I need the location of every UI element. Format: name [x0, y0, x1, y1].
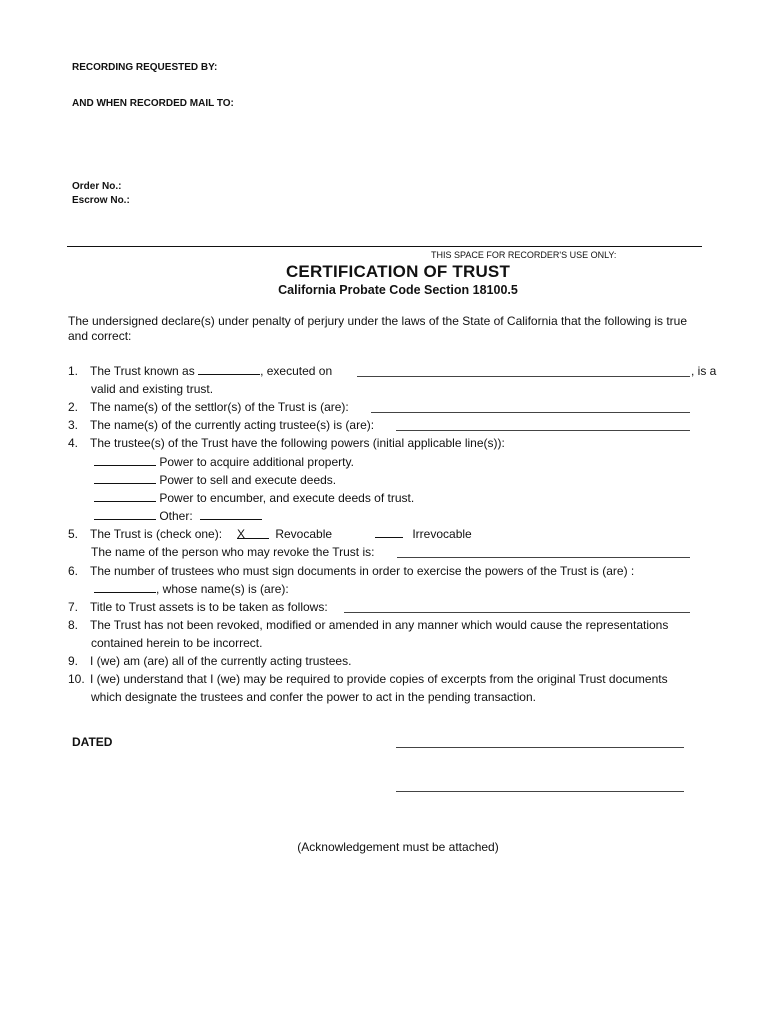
item-9-text: I (we) am (are) all of the currently acting trustees. — [90, 654, 352, 668]
item-1-text-c: , is a — [691, 364, 717, 378]
power-sell-row — [94, 471, 336, 489]
item-number: 3. — [68, 418, 79, 432]
power-other-row — [94, 507, 262, 525]
item-9 — [68, 652, 351, 670]
item-1-text-a: The Trust known as — [90, 364, 195, 378]
recorder-space-label: THIS SPACE FOR RECORDER'S USE ONLY: — [431, 250, 617, 260]
trust-name-field[interactable] — [198, 362, 260, 375]
executed-on-field[interactable] — [357, 376, 690, 377]
irrevocable-check-line — [375, 525, 403, 538]
intro-line-2: and correct: — [68, 329, 132, 343]
acknowledgement-note: (Acknowledgement must be attached) — [297, 840, 499, 854]
irrevocable-label: Irrevocable — [412, 527, 472, 541]
order-no-label: Order No.: — [72, 181, 122, 192]
power-other-field[interactable] — [200, 507, 262, 520]
revoker-label: The name of the person who may revoke the Trust is: — [91, 545, 375, 559]
item-4 — [68, 434, 505, 452]
power-other-label: Other: — [159, 509, 193, 523]
power-encumber-row — [94, 489, 414, 507]
item-5 — [68, 525, 222, 543]
signature-line[interactable] — [396, 791, 684, 792]
item-10 — [68, 670, 668, 688]
item-3 — [68, 416, 374, 434]
item-4-text: The trustee(s) of the Trust have the following powers (initial applicable line(s)): — [90, 436, 505, 450]
item-8-line-2: contained herein to be incorrect. — [91, 636, 263, 650]
recorder-divider — [67, 246, 702, 247]
item-10-line-2: which designate the trustees and confer the power to act in the pending transaction. — [91, 690, 536, 704]
item-6-text: The number of trustees who must sign documents in order to exercise the powers of the Trust is (are) : — [90, 564, 635, 578]
item-1-text-d: valid and existing trust. — [91, 382, 214, 396]
dated-label: DATED — [72, 735, 113, 749]
item-2-text: The name(s) of the settlor(s) of the Trust is (are): — [90, 400, 349, 414]
mail-to-label: AND WHEN RECORDED MAIL TO: — [72, 98, 234, 109]
date-signature-line[interactable] — [396, 747, 684, 748]
item-3-text: The name(s) of the currently acting trustee(s) is (are): — [90, 418, 375, 432]
item-6 — [68, 562, 634, 580]
power-sell-label: Power to sell and execute deeds. — [159, 473, 337, 487]
document-subtitle: California Probate Code Section 18100.5 — [278, 283, 518, 297]
item-number: 6. — [68, 564, 79, 578]
document-title: CERTIFICATION OF TRUST — [285, 262, 511, 281]
item-7-text: Title to Trust assets is to be taken as follows: — [90, 600, 328, 614]
revocable-label: Revocable — [275, 527, 333, 541]
escrow-no-label: Escrow No.: — [72, 195, 130, 206]
title-assets-field[interactable] — [344, 612, 690, 613]
settlor-name-field[interactable] — [371, 412, 690, 413]
intro-line-1: The undersigned declare(s) under penalty of perjury under the laws of the State of California that the following is true — [68, 314, 688, 328]
power-encumber-label: Power to encumber, and execute deeds of trust. — [159, 491, 415, 505]
check-mark: X — [237, 527, 246, 541]
item-number: 5. — [68, 527, 79, 541]
item-10-line-1: I (we) understand that I (we) may be required to provide copies of excerpts from the original Trust documents — [90, 672, 668, 686]
item-1-text-b: , executed on — [260, 364, 333, 378]
item-number: 1. — [68, 364, 79, 378]
trustee-count-field[interactable] — [94, 580, 156, 593]
power-encumber-initial-field[interactable] — [94, 489, 156, 502]
power-sell-initial-field[interactable] — [94, 471, 156, 484]
power-acquire-label: Power to acquire additional property. — [159, 455, 354, 469]
item-number: 4. — [68, 436, 79, 450]
item-8-line-1: The Trust has not been revoked, modified or amended in any manner which would cause the representations — [90, 618, 669, 632]
power-acquire-row — [94, 453, 354, 471]
power-other-initial-field[interactable] — [94, 507, 156, 520]
revocable-check[interactable] — [237, 525, 332, 543]
item-2 — [68, 398, 349, 416]
item-6-cont — [94, 580, 289, 598]
item-number: 10. — [68, 672, 85, 686]
irrevocable-check[interactable] — [375, 525, 472, 543]
power-acquire-initial-field[interactable] — [94, 453, 156, 466]
item-8 — [68, 616, 668, 634]
revoker-name-field[interactable] — [397, 557, 690, 558]
recording-requested-label: RECORDING REQUESTED BY: — [72, 62, 218, 73]
item-5-text: The Trust is (check one): — [90, 527, 223, 541]
item-number: 9. — [68, 654, 79, 668]
revocable-check-line — [237, 525, 269, 539]
item-1 — [68, 362, 332, 380]
item-number: 7. — [68, 600, 79, 614]
acting-trustee-field[interactable] — [396, 430, 690, 431]
item-number: 8. — [68, 618, 79, 632]
item-number: 2. — [68, 400, 79, 414]
item-6-cont-text: , whose name(s) is (are): — [156, 582, 289, 596]
item-7 — [68, 598, 328, 616]
